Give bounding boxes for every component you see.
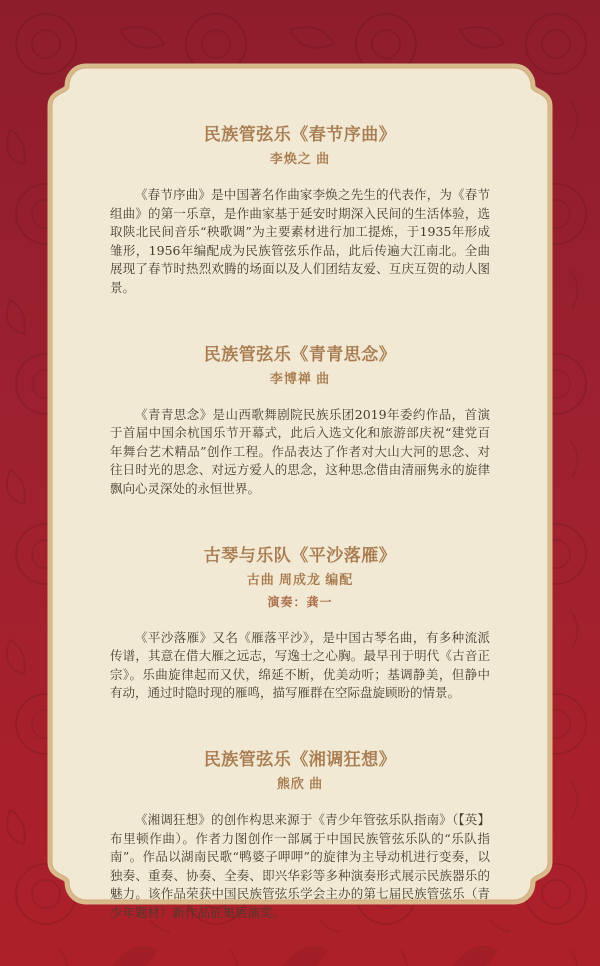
composer-line: 熊欣 曲 [276, 775, 324, 791]
piece-title: 古琴与乐队《平沙落雁》 [203, 545, 397, 565]
program-card [52, 68, 548, 920]
piece-title: 民族管弦乐《春节序曲》 [203, 125, 397, 144]
performer-line: 演奏：龚一 [267, 594, 333, 609]
piece-description: 《春节序曲》是中国著名作曲家李焕之先生的代表作，为《春节组曲》的第一乐章，是作曲家基于延安时期深入民间的生活体验，选取陕北民间音乐“秧歌调”为主要素材进行加工提炼，于1935年形成雏形，1956年编配成为民族管弦乐作品，此后传遍大江南北。全曲展现了春节时热烈欢腾的场面以及人们团结友爱、互庆互贺的动人图景。 [110, 187, 490, 295]
program-section [110, 344, 490, 499]
program-section [110, 545, 490, 703]
piece-description: 《平沙落雁》又名《雁落平沙》，是中国古琴名曲，有多种流派传谱，其意在借大雁之远志，写逸士之心胸。最早刊于明代《古音正宗》。乐曲旋律起而又伏，绵延不断，优美动听；基调静美，但静中有动，通过时隐时现的雁鸣，描写雁群在空际盘旋顾盼的情景。 [110, 629, 490, 701]
program-section [110, 749, 490, 923]
piece-title: 民族管弦乐《青青思念》 [203, 344, 397, 364]
composer-line: 古曲 周成龙 编配 [246, 571, 354, 587]
piece-description: 《湘调狂想》的创作构思来源于《青少年管弦乐队指南》（【英】布里顿作曲）。作者力图创作一部属于中国民族管弦乐队的“乐队指南”。作品以湖南民歌“鸭婆子呷呷”的旋律为主导动机进行变奏，以独奏、重奏、协奏、全奏、即兴华彩等多种演奏形式展示民族器乐的魅力。该作品荣获中国民族管弦乐学会主办的第七届民族管弦乐（青少年题材）新作品征集展演奖。 [110, 811, 490, 920]
program-section [110, 124, 490, 298]
composer-line: 李焕之 曲 [269, 151, 331, 166]
composer-line: 李博禅 曲 [269, 370, 331, 386]
piece-description: 《青青思念》是山西歌舞剧院民族乐团2019年委约作品，首演于首届中国余杭国乐节开幕式，此后入选文化和旅游部庆祝“建党百年舞台艺术精品”创作工程。作品表达了作者对大山大河的思念、对往日时光的思念、对远方爱人的思念，这种思念借由清丽隽永的旋律飘向心灵深处的永恒世界。 [110, 406, 490, 496]
piece-title: 民族管弦乐《湘调狂想》 [203, 749, 397, 769]
